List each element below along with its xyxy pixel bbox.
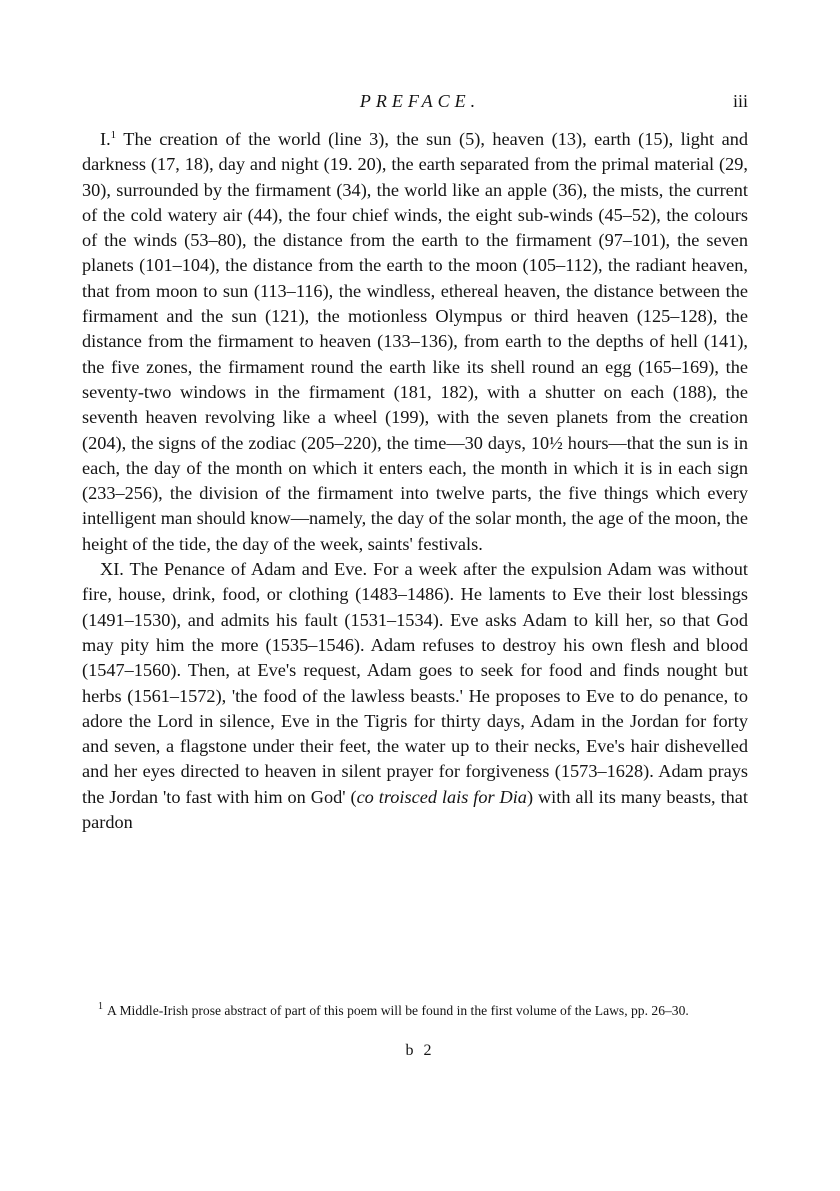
running-title: PREFACE. <box>359 91 481 111</box>
irish-quotation: co troisced lais for Dia <box>356 786 527 807</box>
body-text <box>82 127 748 835</box>
footnote <box>82 1001 748 1021</box>
paragraph-text: The creation of the world (line 3), the sun (5), heaven (13), earth (15), light and darkness (17, 18), day and night (19. 20), the earth separated from the primal material (29, 30), surrounded by the firmament (34), the world like an apple (36), the mists, the current of the cold watery air (44), the four chief winds, the eight sub-winds (45–52), the colours of the winds (53–80), the distance from the earth to the firmament (97–101), the seven planets (101–104), the distance from the earth to the moon (105–112), the radiant heaven, that from moon to sun (113–116), the windless, ethereal heaven, the distance between the firmament and the sun (121), the motionless Olympus or third heaven (125–128), the distance from the firmament to heaven (133–136), from earth to the depths of hell (141), the five zones, the firmament round the earth like its shell round an egg (165–169), the seventy-two windows in the firmament (181, 182), with a shutter on each (188), the seventh heaven revolving like a wheel (199), with the seven planets from the creation (204), the signs of the zodiac (205–220), the time—30 days, 10½ hours—that the sun is in each, the day of the month on which it enters each, the month in which it is in each sign (233–256), the division of the firmament into twelve parts, the five things which every intelligent man should know—namely, the day of the solar month, the age of the moon, the height of the tide, the day of the week, saints' festivals. <box>82 129 748 554</box>
footnote-text: A Middle-Irish prose abstract of part of this poem will be found in the first volume of the Laws, pp. 26–30. <box>107 1003 689 1018</box>
paragraph-section-xi <box>82 557 748 835</box>
footnote-number: 1 <box>98 1001 103 1013</box>
paragraph-text-end: ) with all its many beasts, that pardon <box>82 786 748 833</box>
paragraph-text: XI. The Penance of Adam and Eve. For a week after the expulsion Adam was without fire, house, drink, food, or clothing (1483–1486). He laments to Eve their lost blessings (1491–1530), and admits his fault (1531–1534). Eve asks Adam to kill her, so that God may pity him the more (1535–1546). Adam refuses to destroy his own flesh and blood (1547–1560). Then, at Eve's request, Adam goes to seek for food and finds nought but herbs (1561–1572), 'the food of the lawless beasts.' He proposes to Eve to do penance, to adore the Lord in silence, Eve in the Tigris for thirty days, Adam in the Jordan for forty and seven, a flagstone under their feet, the water up to their necks, Eve's hair dishevelled and her eyes directed to heaven in silent prayer for forgiveness (1573–1628). Adam prays the Jordan 'to fast with him on God' ( <box>82 559 748 807</box>
page-number: iii <box>732 91 748 111</box>
section-lead: I. <box>100 129 111 149</box>
signature-mark: b 2 <box>405 1042 435 1059</box>
running-head <box>82 88 748 114</box>
footnote-reference: 1 <box>110 128 117 141</box>
paragraph-section-i <box>82 127 748 557</box>
